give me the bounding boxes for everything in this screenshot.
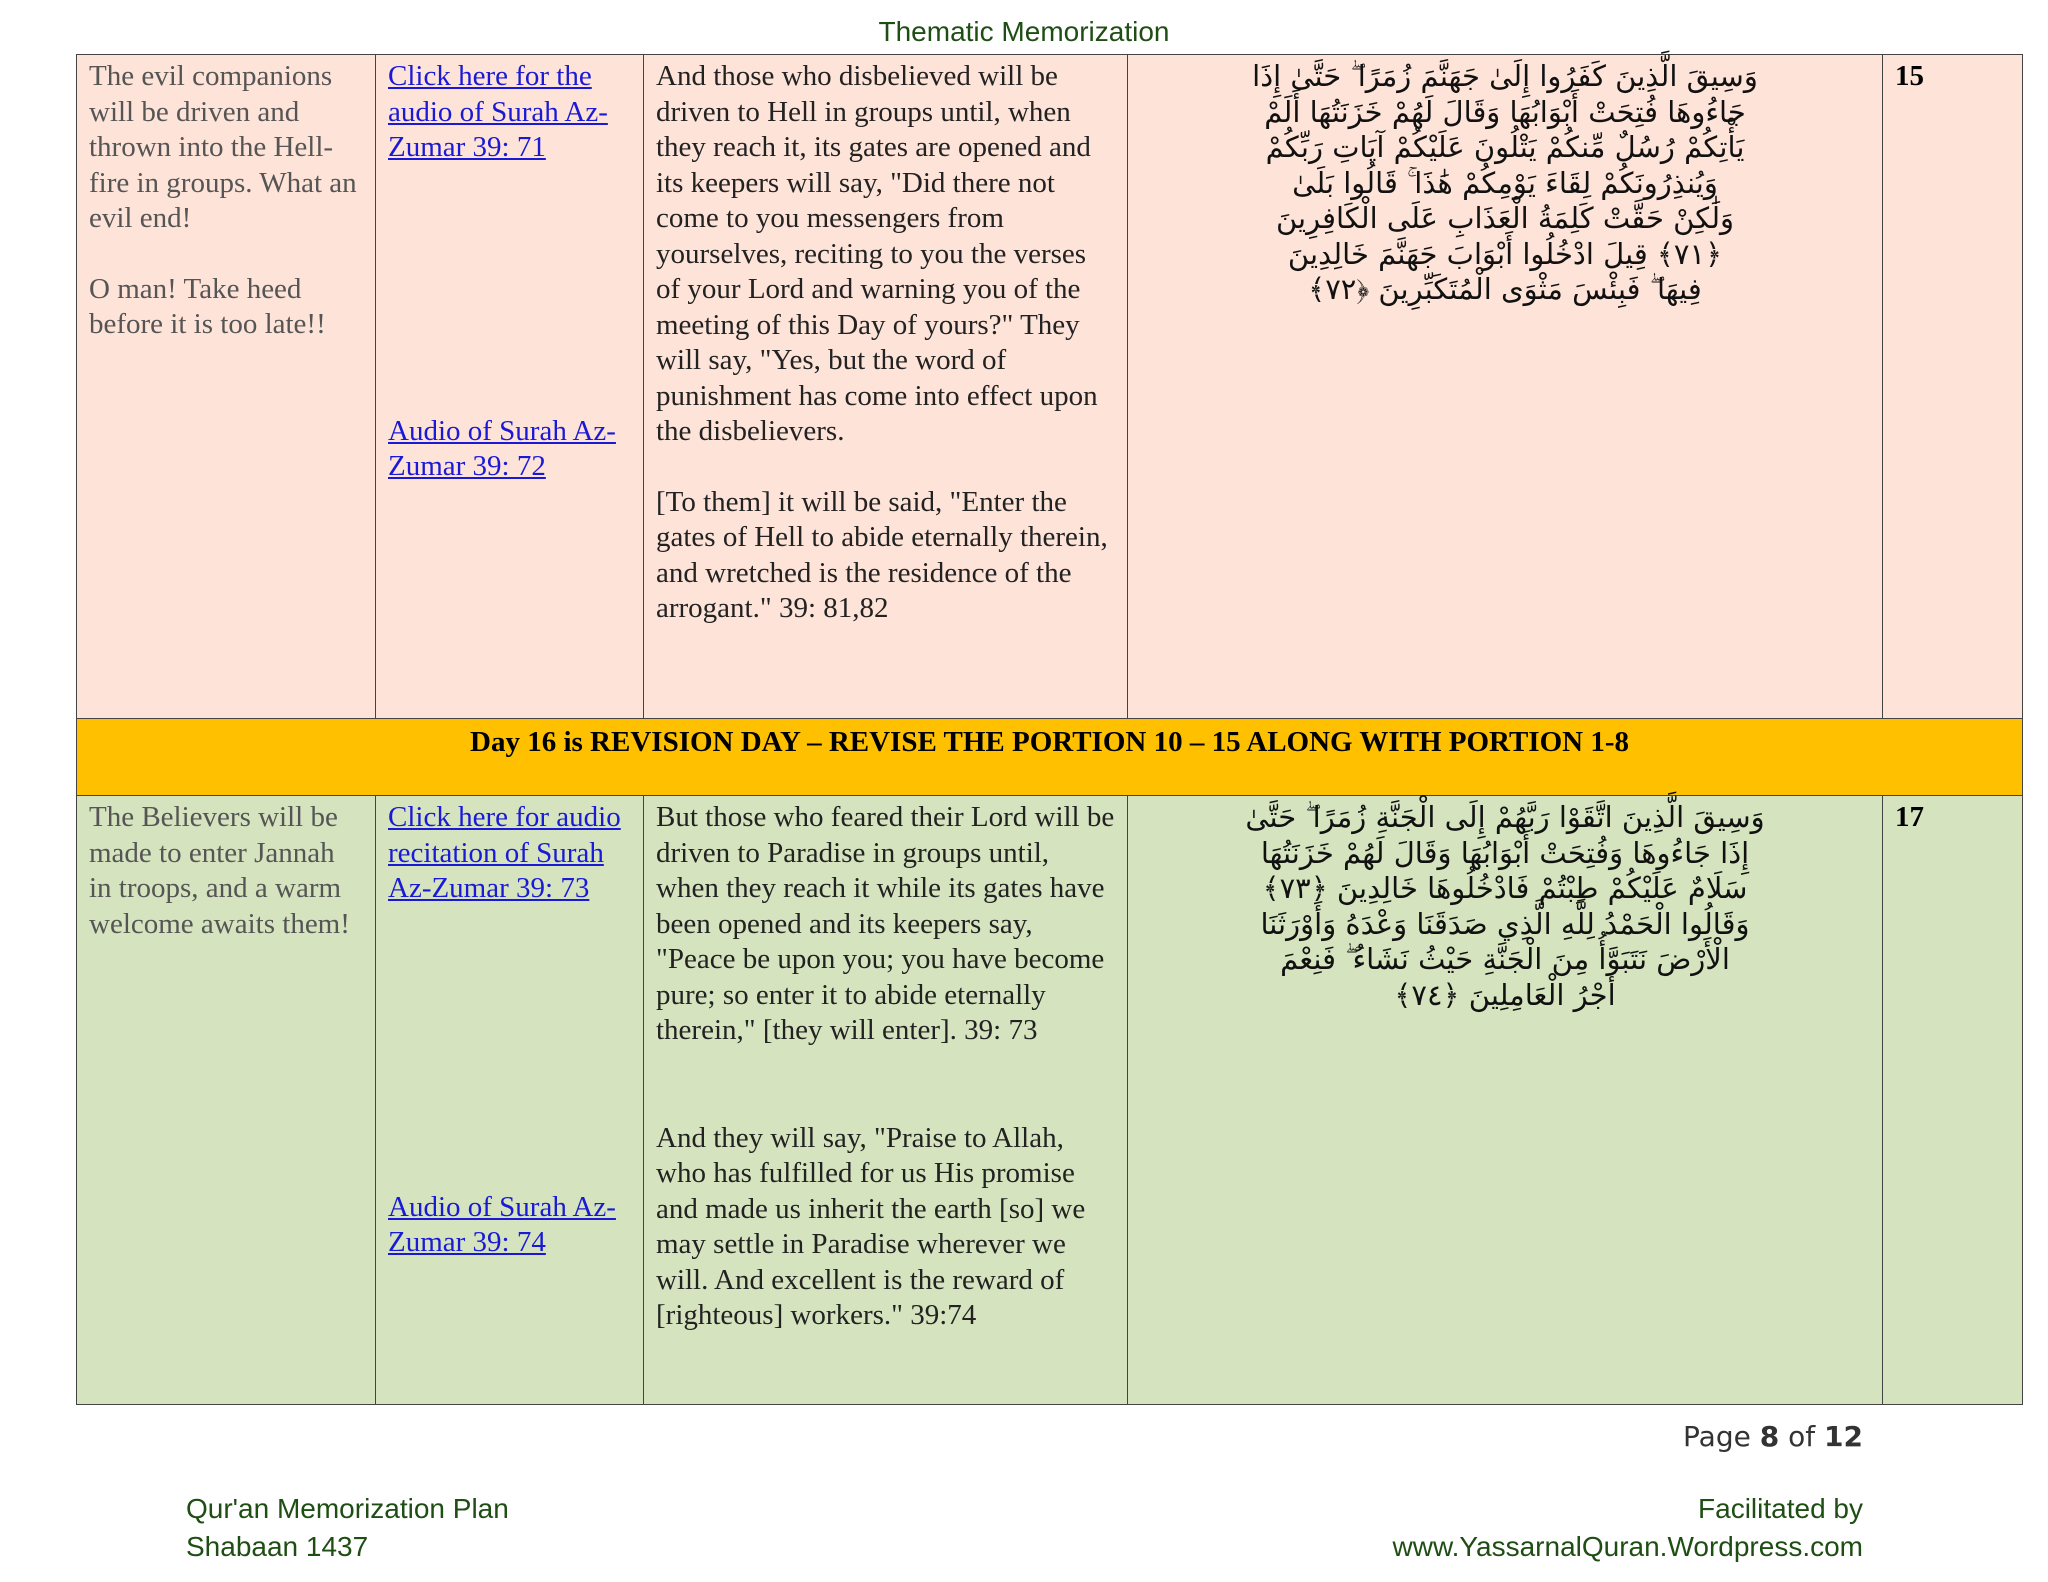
page-of: of: [1788, 1420, 1816, 1453]
audio-link-39-73[interactable]: Click here for audio recitation of Surah Az-Zumar 39: 73: [388, 801, 621, 904]
portion-number: 15: [1883, 55, 2023, 719]
arabic-line: فِيهَا ۖ فَبِئْسَ مَثْوَى الْمُتَكَبِّرِينَ ﴿٧٢﴾: [1308, 272, 1702, 306]
table-row: [77, 796, 2023, 1405]
audio-link-39-72[interactable]: Audio of Surah Az-Zumar 39: 72: [388, 414, 616, 482]
arabic-line: وَسِيقَ الَّذِينَ اتَّقَوْا رَبَّهُمْ إِلَى الْجَنَّةِ زُمَرًا ۖ حَتَّىٰ: [1245, 800, 1765, 834]
translation-text: But those who feared their Lord will be driven to Paradise in groups until, when they reach it while its gates have been opened and its keepers say, "Peace be upon you; you have become pure; so enter it to abide eternally therein," [they will enter]. 39: 73: [656, 801, 1115, 1046]
theme-text: The evil companions will be driven and thrown into the Hell-fire in groups. What an evil end!: [89, 60, 357, 234]
audio-link-39-71[interactable]: Click here for the audio of Surah Az-Zumar 39: 71: [388, 60, 608, 163]
footer-right: [1393, 1490, 1863, 1566]
page-total: 12: [1824, 1420, 1863, 1453]
translation-cell: [644, 796, 1128, 1405]
footer-plan-title: Qur'an Memorization Plan: [186, 1493, 509, 1524]
page-number: [1683, 1420, 1863, 1453]
arabic-line: وَيُنذِرُونَكُمْ لِقَاءَ يَوْمِكُمْ هَٰذَا ۚ قَالُوا بَلَىٰ: [1292, 165, 1718, 200]
arabic-verse-cell: [1128, 796, 1883, 1405]
audio-cell: [376, 55, 644, 719]
theme-cell: [77, 796, 376, 1405]
arabic-line: وَلَٰكِنْ حَقَّتْ كَلِمَةُ الْعَذَابِ عَلَى الْكَافِرِينَ: [1275, 201, 1735, 235]
translation-text: And they will say, "Praise to Allah, who has fulfilled for us His promise and made us inherit the earth [so] we may settle in Paradise wherever we will. And excellent is the reward of [righteous] workers." 39:74: [656, 1121, 1086, 1331]
audio-cell: [376, 796, 644, 1405]
arabic-line: وَقَالُوا الْحَمْدُ لِلَّهِ الَّذِي صَدَقَنَا وَعْدَهُ وَأَوْرَثَنَا: [1260, 906, 1750, 941]
arabic-line: ﴿٧١﴾ قِيلَ ادْخُلُوا أَبْوَابَ جَهَنَّمَ خَالِدِينَ: [1287, 236, 1723, 271]
translation-text: [To them] it will be said, "Enter the gates of Hell to abide eternally therein, and wretched is the residence of the arrogant." 39: 81,82: [656, 485, 1108, 624]
arabic-line: جَاءُوهَا فُتِحَتْ أَبْوَابُهَا وَقَالَ لَهُمْ خَزَنَتُهَا أَلَمْ: [1264, 94, 1746, 129]
page-prefix: Page: [1683, 1420, 1751, 1453]
footer-left: [186, 1490, 509, 1566]
page-header-title: Thematic Memorization: [878, 16, 1170, 47]
translation-cell: [644, 55, 1128, 719]
theme-cell: [77, 55, 376, 719]
arabic-line: سَلَامٌ عَلَيْكُمْ طِبْتُمْ فَادْخُلُوهَا خَالِدِينَ ﴿٧٣﴾: [1262, 871, 1748, 905]
translation-text: And those who disbelieved will be driven to Hell in groups until, when they reach it, its gates are opened and its keepers will say, "Did there not come to you messengers from yourselves, reciting to you the verses of your Lord and warning you of the meeting of this Day of yours?" They will say, "Yes, but the word of punishment has come into effect upon the disbelievers.: [656, 60, 1098, 447]
table-row: [77, 55, 2023, 719]
memorization-table: [76, 54, 2023, 1405]
footer-facilitated-label: Facilitated by: [1698, 1493, 1863, 1524]
footer-month: Shabaan 1437: [186, 1531, 369, 1562]
arabic-line: أَجْرُ الْعَامِلِينَ ﴿٧٤﴾: [1394, 977, 1616, 1012]
theme-text: The Believers will be made to enter Jannah in troops, and a warm welcome awaits them!: [89, 801, 350, 940]
arabic-line: وَسِيقَ الَّذِينَ كَفَرُوا إِلَىٰ جَهَنَّمَ زُمَرًا ۖ حَتَّىٰ إِذَا: [1252, 59, 1758, 93]
arabic-line: إِذَا جَاءُوهَا وَفُتِحَتْ أَبْوَابُهَا وَقَالَ لَهُمْ خَزَنَتُهَا: [1260, 835, 1750, 870]
portion-number: 17: [1883, 796, 2023, 1405]
page-current: 8: [1759, 1420, 1780, 1453]
arabic-verse-cell: [1128, 55, 1883, 719]
footer-website-link[interactable]: www.YassarnalQuran.Wordpress.com: [1392, 1531, 1863, 1562]
arabic-line: يَأْتِكُمْ رُسُلٌ مِّنكُمْ يَتْلُونَ عَلَيْكُمْ آيَاتِ رَبِّكُمْ: [1265, 130, 1745, 164]
revision-day-banner: Day 16 is REVISION DAY – REVISE THE PORTION 10 – 15 ALONG WITH PORTION 1-8: [77, 719, 2023, 796]
revision-day-row: [77, 719, 2023, 796]
audio-link-39-74[interactable]: Audio of Surah Az-Zumar 39: 74: [388, 1190, 616, 1258]
theme-text: O man! Take heed before it is too late!!: [89, 272, 326, 340]
arabic-line: الْأَرْضَ نَتَبَوَّأُ مِنَ الْجَنَّةِ حَيْثُ نَشَاءُ ۖ فَنِعْمَ: [1280, 942, 1730, 976]
